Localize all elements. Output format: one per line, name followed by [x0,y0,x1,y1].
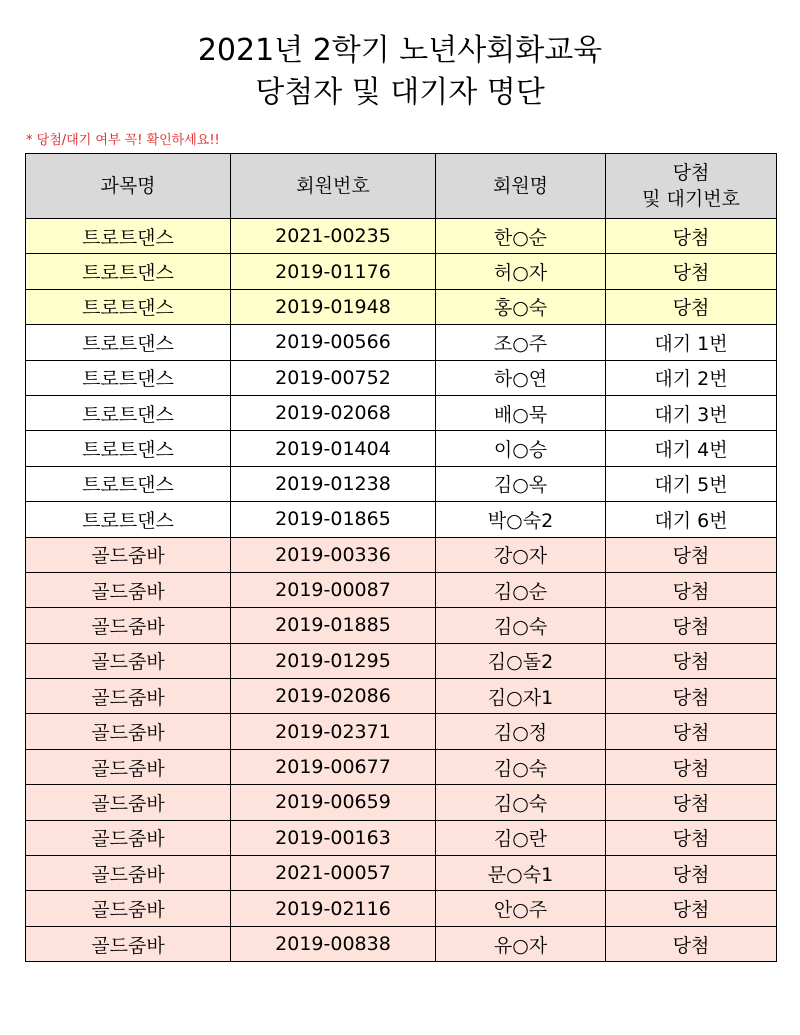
table-row [26,608,777,643]
cell-course: 트로트댄스 [26,395,231,430]
notice-message: 당첨/대기 여부 꼭! 확인하세요!! [36,133,220,148]
cell-member-no: 2019-00752 [231,360,436,395]
cell-status: 당첨 [606,820,777,855]
page-title [0,30,800,114]
cell-member-no: 2019-02068 [231,395,436,430]
header-course: 과목명 [26,154,231,219]
cell-status: 대기 1번 [606,325,777,360]
cell-member-name: 하○연 [436,360,606,395]
cell-course: 골드줌바 [26,714,231,749]
table-row [26,325,777,360]
cell-member-name: 문○숙1 [436,856,606,891]
cell-course: 골드줌바 [26,891,231,926]
table-row [26,502,777,537]
cell-member-name: 김○숙 [436,749,606,784]
table-row [26,785,777,820]
notice-text [26,132,220,150]
cell-member-name: 김○자1 [436,679,606,714]
cell-member-no: 2019-00838 [231,926,436,961]
table-row [26,219,777,254]
cell-status: 대기 3번 [606,395,777,430]
cell-member-name: 안○주 [436,891,606,926]
cell-course: 골드줌바 [26,608,231,643]
page-title-line2: 당첨자 및 대기자 명단 [255,75,545,110]
table-header-row [26,154,777,219]
table-row [26,926,777,961]
cell-member-no: 2019-01885 [231,608,436,643]
cell-course: 골드줌바 [26,785,231,820]
table-row [26,431,777,466]
header-member-name: 회원명 [436,154,606,219]
roster-table [25,153,777,962]
table-row [26,537,777,572]
cell-member-name: 배○묵 [436,395,606,430]
cell-member-name: 김○란 [436,820,606,855]
cell-member-name: 김○숙 [436,785,606,820]
cell-member-no: 2019-02116 [231,891,436,926]
cell-member-name: 유○자 [436,926,606,961]
cell-member-no: 2021-00057 [231,856,436,891]
table-row [26,749,777,784]
table-row [26,679,777,714]
cell-member-no: 2019-00336 [231,537,436,572]
cell-member-name: 김○옥 [436,466,606,501]
cell-course: 트로트댄스 [26,289,231,324]
cell-member-name: 홍○숙 [436,289,606,324]
table-row [26,820,777,855]
cell-course: 트로트댄스 [26,431,231,466]
table-row [26,714,777,749]
cell-status: 당첨 [606,785,777,820]
cell-member-name: 한○순 [436,219,606,254]
cell-status: 대기 4번 [606,431,777,466]
cell-course: 골드줌바 [26,537,231,572]
cell-course: 골드줌바 [26,749,231,784]
cell-status: 당첨 [606,891,777,926]
cell-member-no: 2019-01238 [231,466,436,501]
cell-course: 트로트댄스 [26,466,231,501]
table-row [26,466,777,501]
roster-body [26,219,777,962]
cell-member-no: 2019-02086 [231,679,436,714]
cell-course: 트로트댄스 [26,325,231,360]
page-title-line1: 2021년 2학기 노년사회화교육 [197,33,603,68]
header-status [606,154,777,219]
cell-member-name: 조○주 [436,325,606,360]
cell-member-name: 김○숙 [436,608,606,643]
header-member-no: 회원번호 [231,154,436,219]
cell-member-name: 박○숙2 [436,502,606,537]
table-row [26,360,777,395]
cell-course: 골드줌바 [26,679,231,714]
cell-status: 당첨 [606,608,777,643]
cell-member-no: 2019-00087 [231,572,436,607]
cell-member-no: 2019-00163 [231,820,436,855]
cell-member-no: 2019-01295 [231,643,436,678]
cell-status: 당첨 [606,219,777,254]
header-status-line2: 및 대기번호 [642,188,740,210]
cell-member-no: 2019-01176 [231,254,436,289]
cell-status: 당첨 [606,856,777,891]
cell-course: 골드줌바 [26,856,231,891]
cell-status: 대기 6번 [606,502,777,537]
cell-member-name: 김○순 [436,572,606,607]
cell-status: 당첨 [606,537,777,572]
cell-member-name: 김○돌2 [436,643,606,678]
table-row [26,856,777,891]
table-row [26,395,777,430]
cell-member-no: 2019-01948 [231,289,436,324]
table-row [26,289,777,324]
cell-status: 당첨 [606,643,777,678]
table-row [26,891,777,926]
cell-status: 당첨 [606,289,777,324]
cell-status: 당첨 [606,714,777,749]
cell-status: 당첨 [606,254,777,289]
table-row [26,254,777,289]
cell-course: 트로트댄스 [26,254,231,289]
cell-member-no: 2019-02371 [231,714,436,749]
header-status-line1: 당첨 [672,162,710,184]
cell-course: 골드줌바 [26,926,231,961]
cell-course: 트로트댄스 [26,219,231,254]
cell-status: 당첨 [606,679,777,714]
table-row [26,572,777,607]
cell-member-name: 강○자 [436,537,606,572]
cell-member-no: 2019-01404 [231,431,436,466]
cell-status: 당첨 [606,572,777,607]
table-row [26,643,777,678]
cell-status: 대기 5번 [606,466,777,501]
cell-member-no: 2019-00566 [231,325,436,360]
cell-member-name: 허○자 [436,254,606,289]
cell-course: 트로트댄스 [26,502,231,537]
cell-course: 골드줌바 [26,820,231,855]
cell-member-no: 2019-01865 [231,502,436,537]
cell-course: 골드줌바 [26,572,231,607]
cell-course: 트로트댄스 [26,360,231,395]
cell-status: 대기 2번 [606,360,777,395]
cell-member-no: 2019-00677 [231,749,436,784]
notice-star-icon: * [26,133,33,148]
cell-course: 골드줌바 [26,643,231,678]
cell-status: 당첨 [606,926,777,961]
cell-member-no: 2021-00235 [231,219,436,254]
cell-member-no: 2019-00659 [231,785,436,820]
cell-member-name: 이○승 [436,431,606,466]
cell-member-name: 김○정 [436,714,606,749]
cell-status: 당첨 [606,749,777,784]
